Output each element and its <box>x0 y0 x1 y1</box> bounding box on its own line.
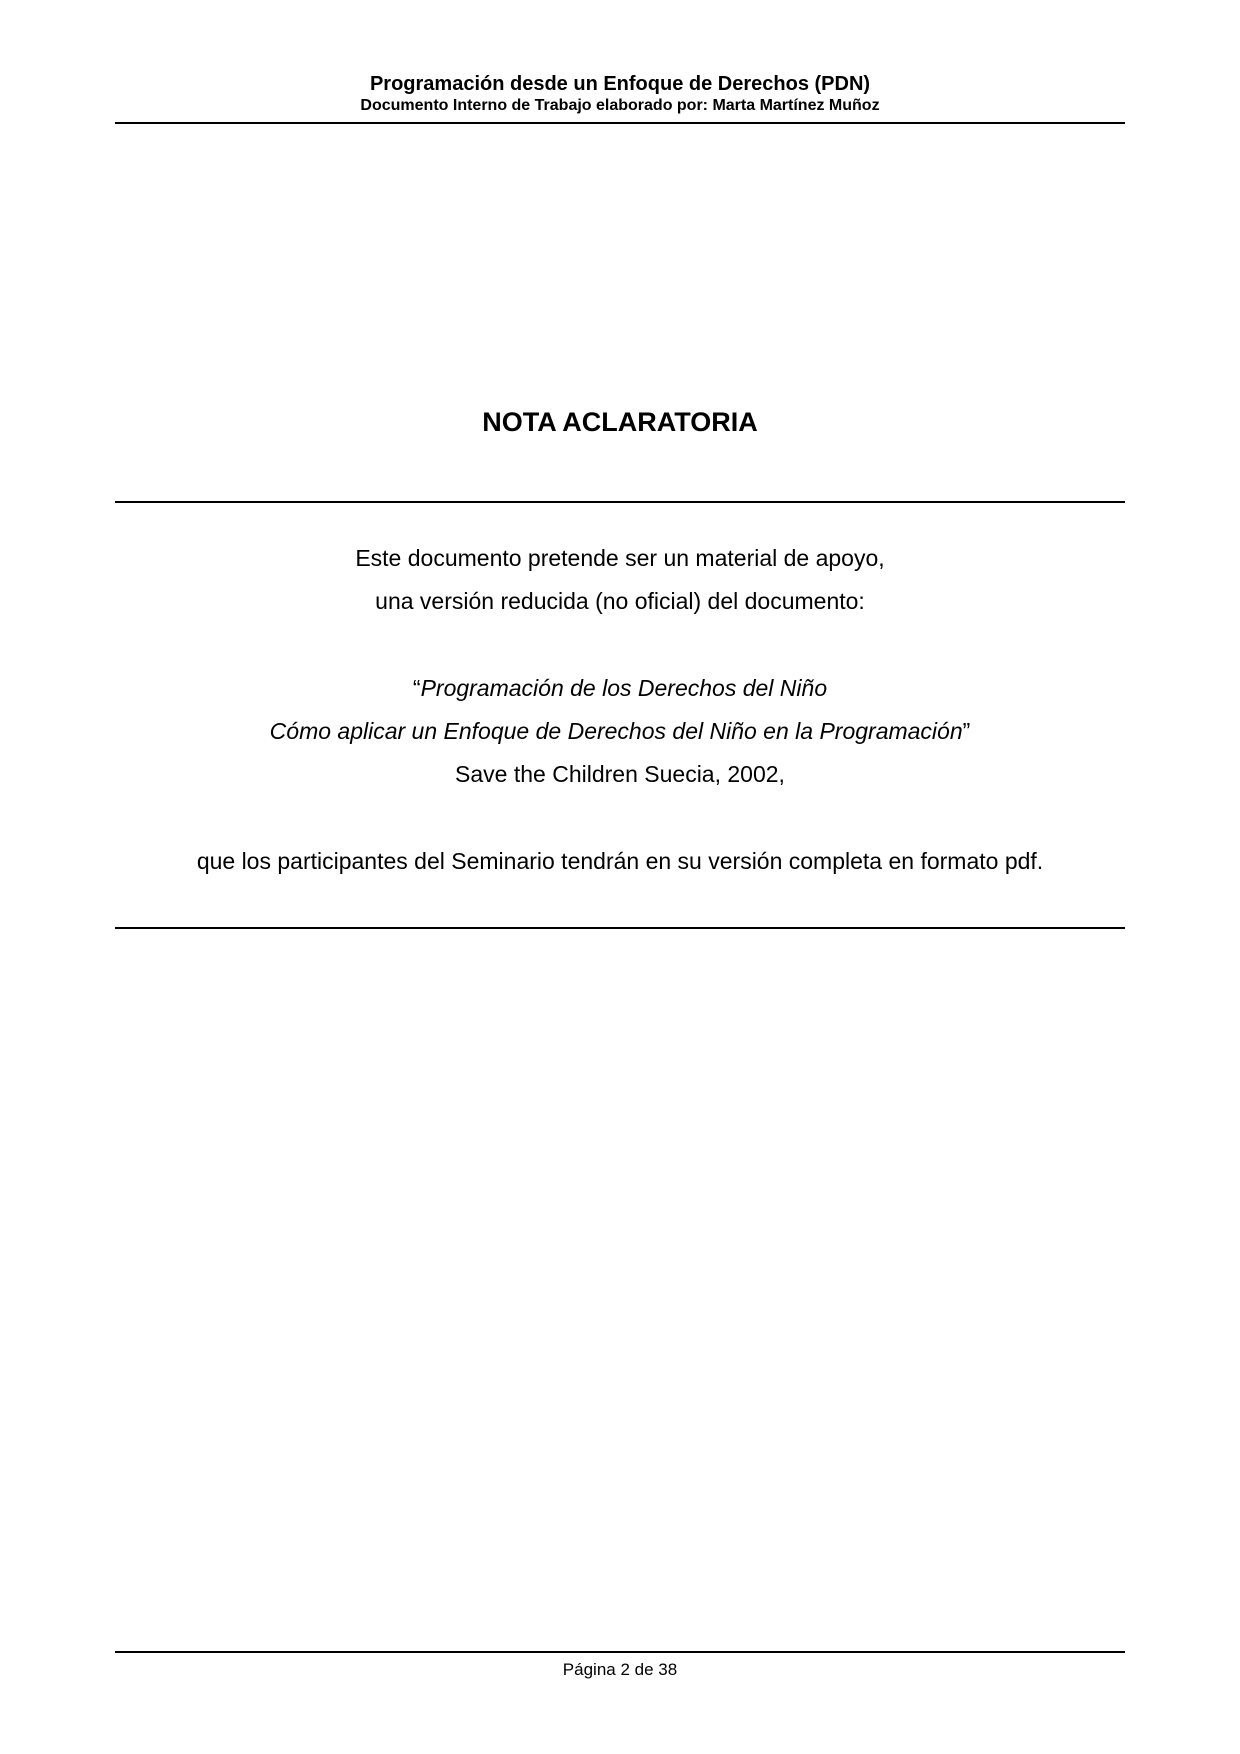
header-divider <box>115 122 1125 124</box>
citation-title-1: Programación de los Derechos del Niño <box>420 675 828 701</box>
section-title: NOTA ACLARATORIA <box>482 407 758 437</box>
citation-title-line-2 <box>115 717 1125 745</box>
section-bottom-divider <box>115 927 1125 929</box>
close-quote: ” <box>962 718 971 744</box>
open-quote: “ <box>412 675 421 701</box>
page-header <box>115 72 1125 116</box>
citation-title-2: Cómo aplicar un Enfoque de Derechos del Niño en la Programación <box>269 718 963 744</box>
intro-line-2: una versión reducida (no oficial) del documento: <box>375 588 865 614</box>
citation-source: Save the Children Suecia, 2002, <box>455 761 785 787</box>
citation-title-line-1 <box>115 674 1125 702</box>
header-subtitle: Documento Interno de Trabajo elaborado por: Marta Martínez Muñoz <box>360 97 880 114</box>
header-title: Programación desde un Enfoque de Derechos (PDN) <box>369 73 871 95</box>
section-top-divider <box>115 501 1125 503</box>
footer-divider <box>115 1651 1125 1653</box>
page-number: Página 2 de 38 <box>562 1660 678 1679</box>
intro-line-1: Este documento pretende ser un material de apoyo, <box>355 545 885 571</box>
closing-line: que los participantes del Seminario tendrán en su versión completa en formato pdf. <box>196 848 1044 874</box>
